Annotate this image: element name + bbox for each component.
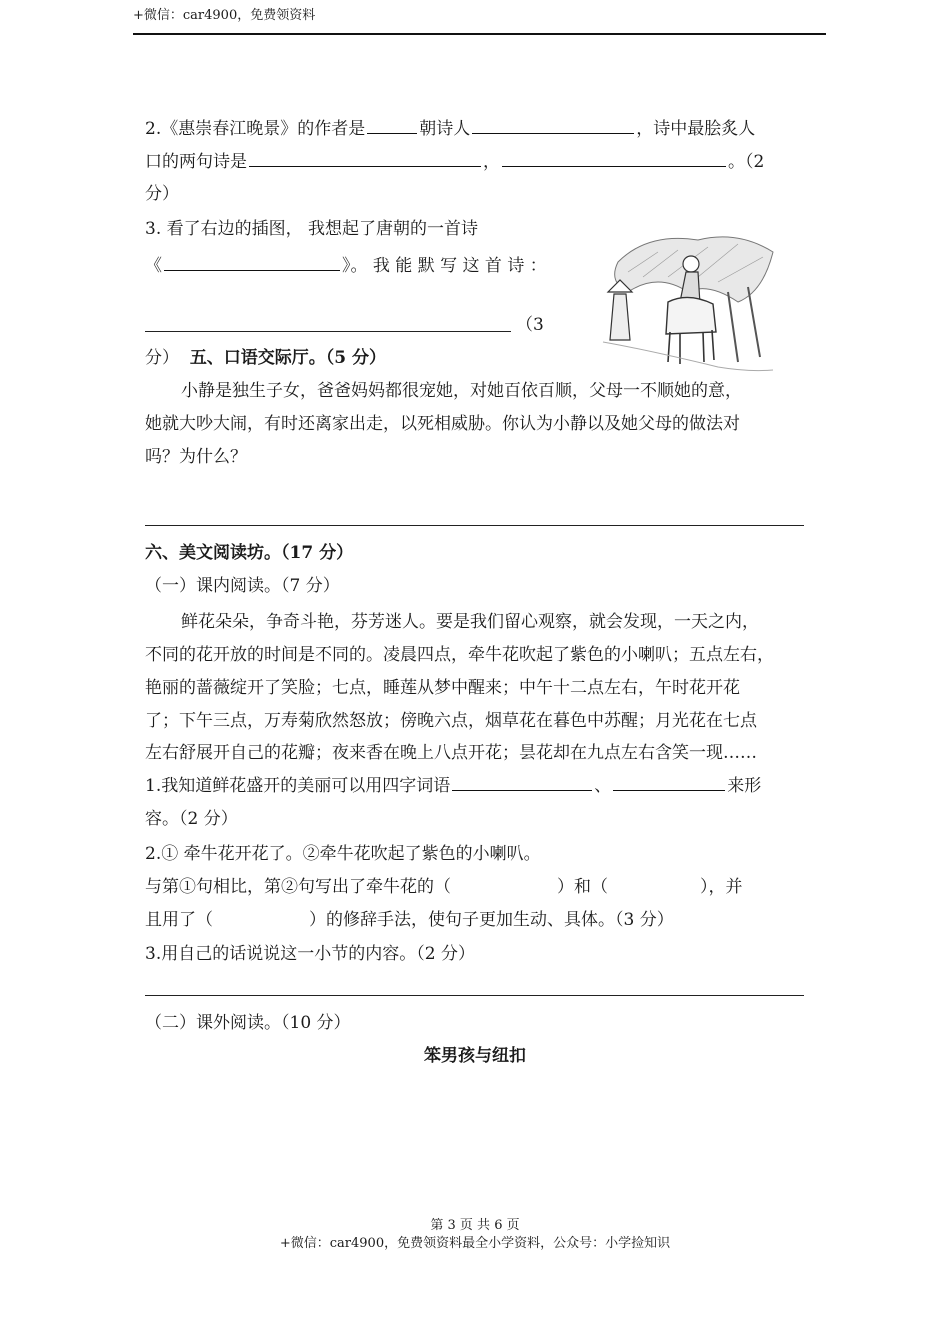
q2-score-tail: 分） [145,184,179,204]
q2-line1 [145,113,755,145]
s6-q2-text-d: 且用了（ [145,910,213,930]
section5-para-line1: 小静是独生子女，爸爸妈妈都很宠她，对她百依百顺，父母一不顺她的意， [181,381,742,401]
q3-line2-tail: 》。 我 能 默 写 这 首 诗 ： [342,256,547,276]
s6-q1-line2: 容。（2 分） [145,809,238,829]
rider-head [683,256,699,272]
s6-q1-blank-1[interactable] [452,770,592,791]
q3-blank-poem-title[interactable] [164,250,340,271]
passage-line: 了；下午三点，万寿菊欣然怒放；傍晚六点，烟草花在暮色中苏醒；月光花在七点 [145,711,757,731]
header-rule [133,33,826,35]
ox-legs [668,330,714,364]
q2-blank-dynasty[interactable] [367,113,417,134]
q2-blank-verse2[interactable] [502,146,726,167]
q2-blank-poet[interactable] [472,113,634,134]
page-number: 第 3 页 共 6 页 [430,1218,520,1233]
passage-line: 鲜花朵朵，争奇斗艳，芬芳迷人。要是我们留心观察，就会发现，一天之内， [181,612,759,632]
traveler-robe [610,294,630,340]
q3-score-open: （3 [516,315,544,335]
s6-q1-line1 [145,770,761,802]
s6-q1-text-b: 来形 [727,776,762,796]
ground-line [603,342,773,371]
passage-line: 不同的花开放的时间是不同的。凌晨四点，牵牛花吹起了紫色的小喇叭；五点左右， [145,645,774,665]
q3-line2 [145,250,547,282]
q2-text-c: ，诗中最脍炙人 [636,119,756,139]
q2-text-f: 。（2 [728,152,765,172]
s6-q1-text-a: 1.我知道鲜花盛开的美丽可以用四字词语 [145,776,451,796]
section6-sub1: （一）课内阅读。（7 分） [145,576,340,596]
ox-body [666,297,716,334]
poem-illustration [588,222,778,382]
s6-q3-line: 3.用自己的话说说这一小节的内容。（2 分） [145,944,475,964]
s6-q2-text-b: ）和（ [557,877,608,897]
s6-q2-text-a: 与第①句相比，第②句写出了牵牛花的（ [145,877,451,897]
section5-para-line2: 她就大吵大闹，有时还离家出走，以死相威胁。你认为小静以及她父母的做法对 [145,414,740,434]
section6-sub2: （二）课外阅读。（10 分） [145,1013,351,1033]
section5-heading-row [145,342,386,374]
s6-q3-answer-line[interactable] [145,995,804,996]
s6-q1-sep: 、 [594,776,612,796]
q3-open-bracket: 《 [145,256,162,276]
s6-q1-blank-2[interactable] [613,770,725,791]
footer-watermark: +微信：car4900，免费领资料最全小学资料，公众号：小学捡知识 [279,1236,671,1251]
q2-line2 [145,146,764,178]
q3-line1: 3. 看了右边的插图， 我想起了唐朝的一首诗 [145,219,479,239]
s6-q2-line2 [145,871,743,903]
header-watermark: +微信：car4900，免费领资料 [133,8,316,23]
s6-q2-line1: 2.① 牵牛花开花了。②牵牛花吹起了紫色的小喇叭。 [145,844,541,864]
s6-q2-line3 [145,904,674,936]
q2-text-b: 朝诗人 [419,119,471,139]
section6-heading: 六、美文阅读坊。（17 分） [145,543,354,563]
q3-blank-poem-line[interactable] [145,331,511,332]
q2-text-a: 2.《惠崇春江晚景》的作者是 [145,119,366,139]
passage-line: 艳丽的蔷薇绽开了笑脸；七点，睡莲从梦中醒来；中午十二点左右，午时花开花 [145,678,740,698]
s6-q2-text-e: ）的修辞手法，使句子更加生动、具体。（3 分） [309,910,674,930]
q2-blank-verse1[interactable] [249,146,481,167]
section5-answer-line[interactable] [145,525,804,526]
q2-text-d: 口的两句诗是 [145,152,247,172]
s6-q2-text-c: ），并 [700,877,743,897]
q2-text-e: ， [483,152,500,172]
section5-heading: 五、口语交际厅。（5 分） [189,348,387,368]
story-title: 笨男孩与纽扣 [424,1046,526,1066]
section5-para-line3: 吗？为什么？ [145,447,247,467]
passage-line: 左右舒展开自己的花瓣；夜来香在晚上八点开花；昙花却在九点左右含笑一现…… [145,743,757,763]
q3-score-close: 分） [145,348,179,368]
